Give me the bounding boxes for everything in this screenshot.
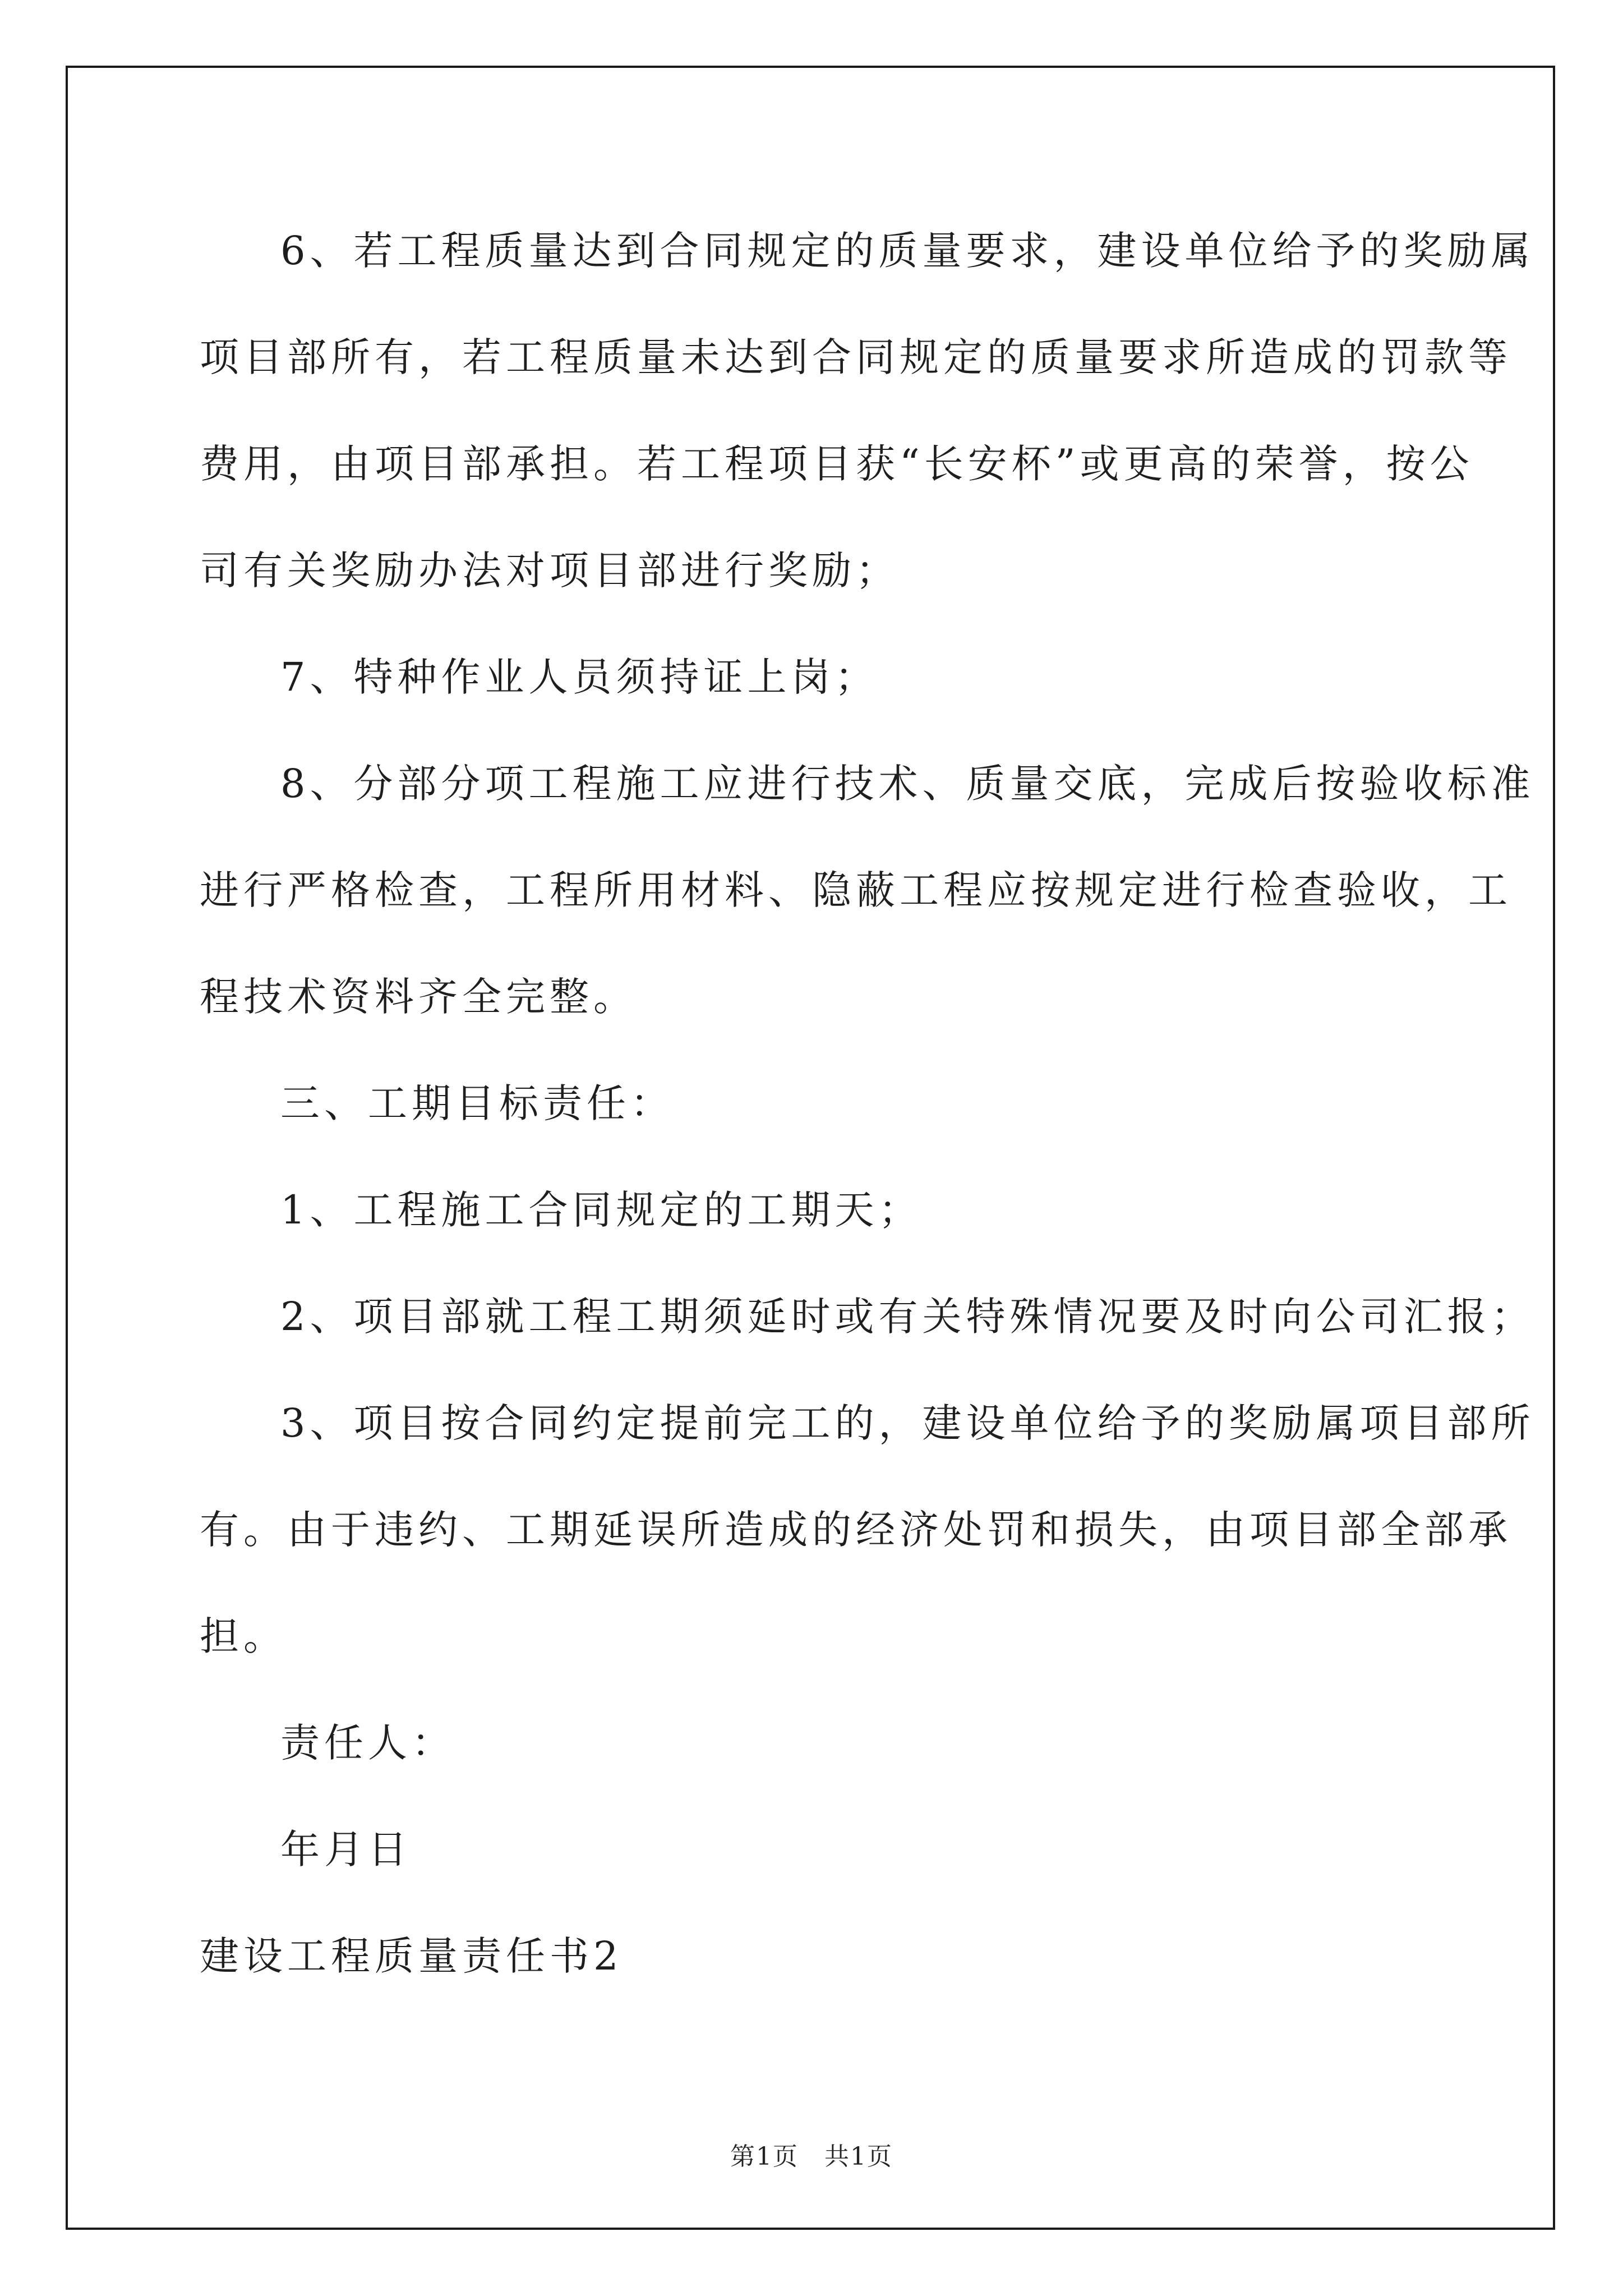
paragraph-6-line-4: 司有关奖励办法对项目部进行奖励；	[200, 547, 900, 593]
next-document-title: 建设工程质量责任书2	[200, 1933, 623, 1979]
item-3-line-3: 担。	[200, 1613, 287, 1659]
section-3-heading: 三、工期目标责任：	[280, 1080, 674, 1126]
page-footer: 第1页 共1页	[730, 2142, 893, 2171]
responsible-person-label: 责任人：	[280, 1720, 455, 1766]
date-line: 年月日	[280, 1826, 412, 1872]
paragraph-8-line-2: 进行严格检查，工程所用材料、隐蔽工程应按规定进行检查验收，工	[200, 867, 1512, 913]
paragraph-6-line-1: 6、若工程质量达到合同规定的质量要求，建设单位给予的奖励属	[280, 228, 1535, 274]
paragraph-8-line-3: 程技术资料齐全完整。	[200, 974, 637, 1020]
paragraph-7: 7、特种作业人员须持证上岗；	[280, 654, 879, 700]
page-border	[66, 66, 1555, 2230]
item-1: 1、工程施工合同规定的工期天；	[280, 1187, 923, 1233]
item-3-line-2: 有。由于违约、工期延误所造成的经济处罚和损失，由项目部全部承	[200, 1507, 1512, 1553]
paragraph-6-line-2: 项目部所有，若工程质量未达到合同规定的质量要求所造成的罚款等	[200, 334, 1512, 380]
item-2: 2、项目部就工程工期须延时或有关特殊情况要及时向公司汇报；	[280, 1294, 1535, 1340]
paragraph-8-line-1: 8、分部分项工程施工应进行技术、质量交底，完成后按验收标准	[280, 761, 1535, 807]
paragraph-6-line-3: 费用，由项目部承担。若工程项目获“长安杯”或更高的荣誉，按公	[200, 441, 1474, 487]
item-3-line-1: 3、项目按合同约定提前完工的，建设单位给予的奖励属项目部所	[280, 1400, 1535, 1446]
